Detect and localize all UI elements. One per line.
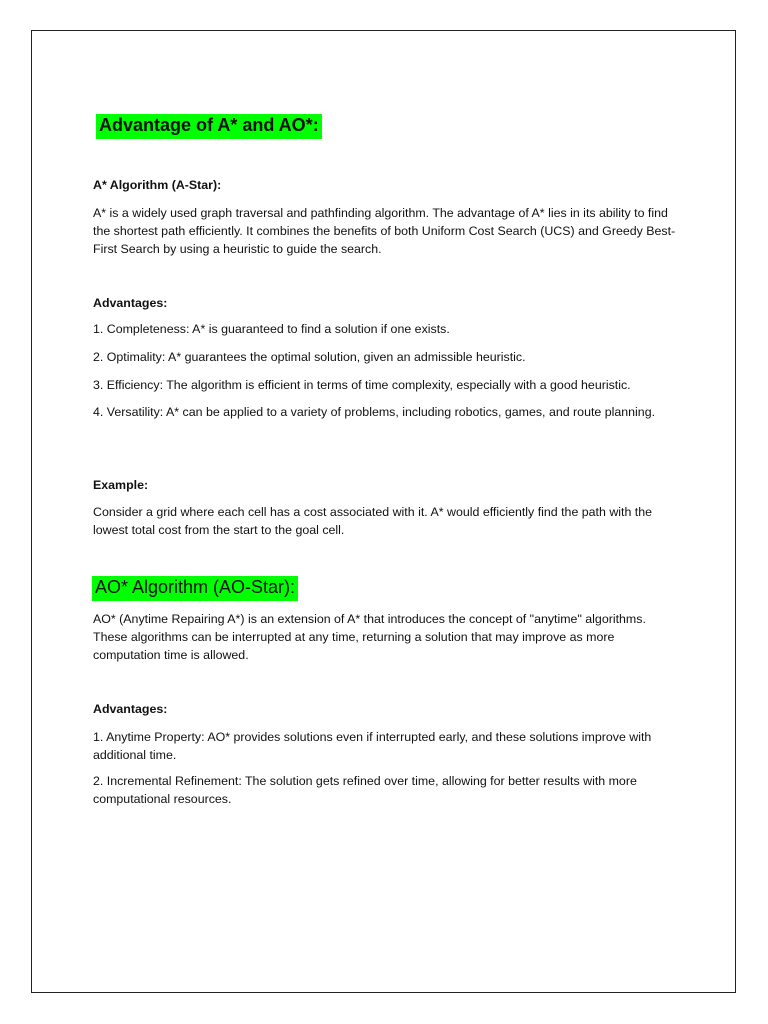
astar-advantage-3: 3. Efficiency: The algorithm is efficient in terms of time complexity, especially with a good heuristic.	[93, 378, 631, 392]
aostar-heading-text: AO* Algorithm (AO-Star):	[92, 576, 298, 601]
astar-example: Consider a grid where each cell has a cost associated with it. A* would efficiently find the path with the lowest total cost from the start to the goal cell.	[93, 505, 653, 537]
astar-heading: A* Algorithm (A-Star):	[93, 178, 222, 192]
astar-advantage-1: 1. Completeness: A* is guaranteed to find a solution if one exists.	[93, 322, 450, 336]
astar-advantage-4: 4. Versatility: A* can be applied to a variety of problems, including robotics, games, and route planning.	[93, 405, 656, 419]
astar-advantage-2: 2. Optimality: A* guarantees the optimal solution, given an admissible heuristic.	[93, 350, 526, 364]
aostar-advantages-heading: Advantages:	[93, 702, 168, 716]
astar-example-heading: Example:	[93, 478, 149, 492]
aostar-heading	[92, 576, 298, 601]
aostar-intro: AO* (Anytime Repairing A*) is an extension of A* that introduces the concept of "anytime" algorithms. These algorithms can be interrupted at any time, returning a solution that may improve as more computation time is allowed.	[93, 612, 646, 662]
astar-intro: A* is a widely used graph traversal and pathfinding algorithm. The advantage of A* lies in its ability to find the shortest path efficiently. It combines the benefits of both Uniform Cost Search (UCS) and Greedy Best-First Search by using a heuristic to guide the search.	[93, 206, 676, 256]
aostar-advantage-2: 2. Incremental Refinement: The solution gets refined over time, allowing for better results with more computational resources.	[93, 774, 637, 806]
aostar-advantage-1: 1. Anytime Property: AO* provides solutions even if interrupted early, and these solutions improve with additional time.	[93, 730, 652, 762]
document-title	[96, 114, 322, 139]
document-title-text: Advantage of A* and AO*:	[96, 114, 322, 139]
astar-advantages-heading: Advantages:	[93, 296, 168, 310]
